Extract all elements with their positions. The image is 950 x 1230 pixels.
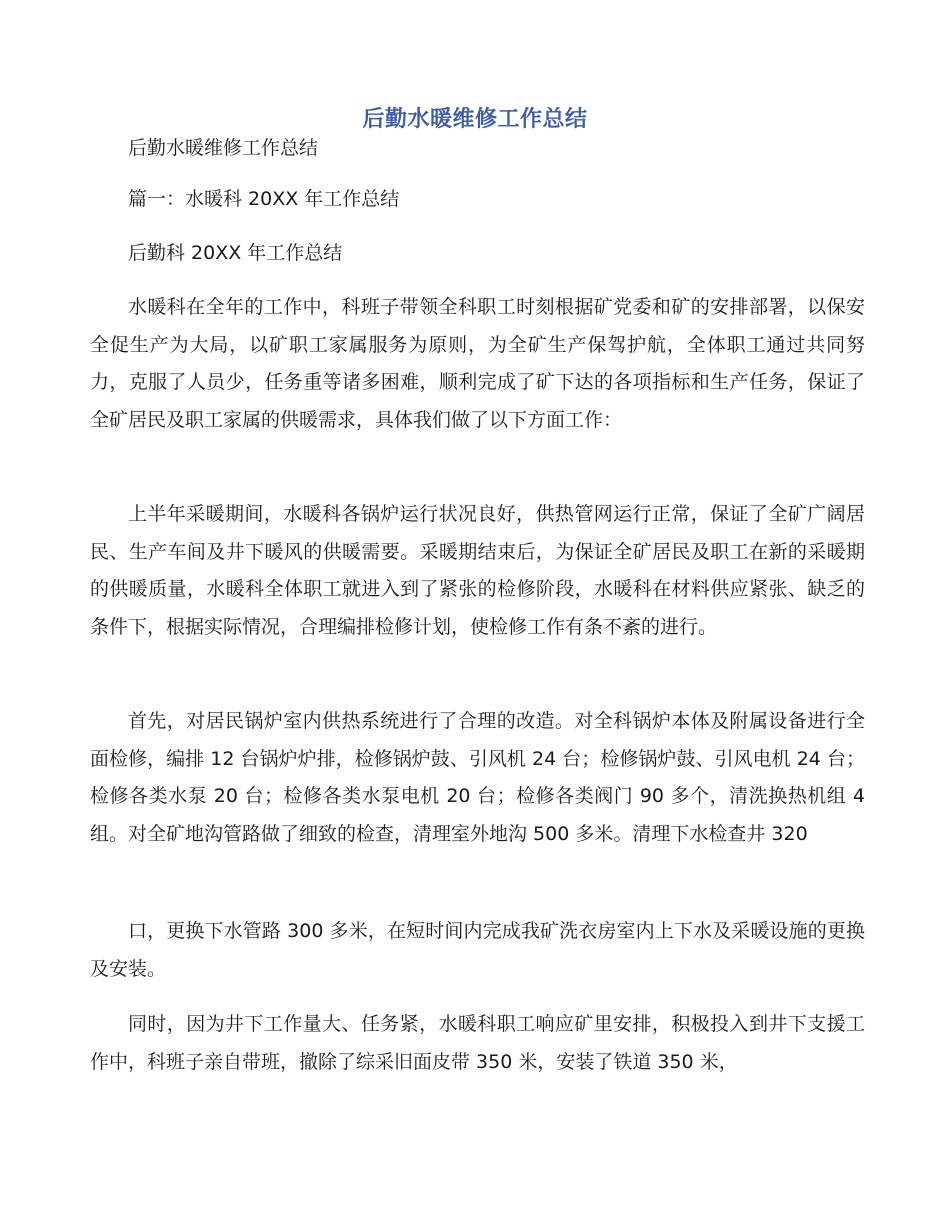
body-paragraph-2: 上半年采暖期间，水暖科各锅炉运行状况良好，供热管网运行正常，保证了全矿广阔居民、生产车间及井下暖风的供暖需要。采暖期结束后，为保证全矿居民及职工在新的采暖期的供暖质量，水暖科全体职工就进入到了紧张的检修阶段，水暖科在材料供应紧张、缺乏的条件下，根据实际情况，合理编排检修计划，使检修工作有条不紊的进行。	[90, 503, 865, 638]
document-title: 后勤水暖维修工作总结	[362, 107, 588, 132]
body-paragraph-5: 同时，因为井下工作量大、任务紧，水暖科职工响应矿里安排，积极投入到井下支援工作中，科班子亲自带班，撤除了综采旧面皮带 350 米，安装了铁道 350 米，	[90, 1013, 865, 1073]
section-subheading: 后勤科 20XX 年工作总结	[128, 242, 343, 264]
body-paragraph-3: 首先，对居民锅炉室内供热系统进行了合理的改造。对全科锅炉本体及附属设备进行全面检修，编排 12 台锅炉炉排，检修锅炉鼓、引风机 24 台；检修锅炉鼓、引风电机 24 台；检修各类水泵 20 台；检修各类水泵电机 20 台；检修各类阀门 90 多个，清洗换热机组 4 组。对全矿地沟管路做了细致的检查，清理室外地沟 500 多米。清理下水检查井 320	[90, 710, 865, 845]
document-subtitle: 后勤水暖维修工作总结	[128, 137, 319, 159]
body-paragraph-1: 水暖科在全年的工作中，科班子带领全科职工时刻根据矿党委和矿的安排部署，以保安全促生产为大局，以矿职工家属服务为原则，为全矿生产保驾护航，全体职工通过共同努力，克服了人员少，任务重等诸多困难，顺利完成了矿下达的各项指标和生产任务，保证了全矿居民及职工家属的供暖需求，具体我们做了以下方面工作：	[90, 296, 865, 431]
section-heading: 篇一：水暖科 20XX 年工作总结	[128, 188, 400, 210]
body-paragraph-4: 口，更换下水管路 300 多米，在短时间内完成我矿洗衣房室内上下水及采暖设施的更换及安装。	[90, 920, 865, 980]
